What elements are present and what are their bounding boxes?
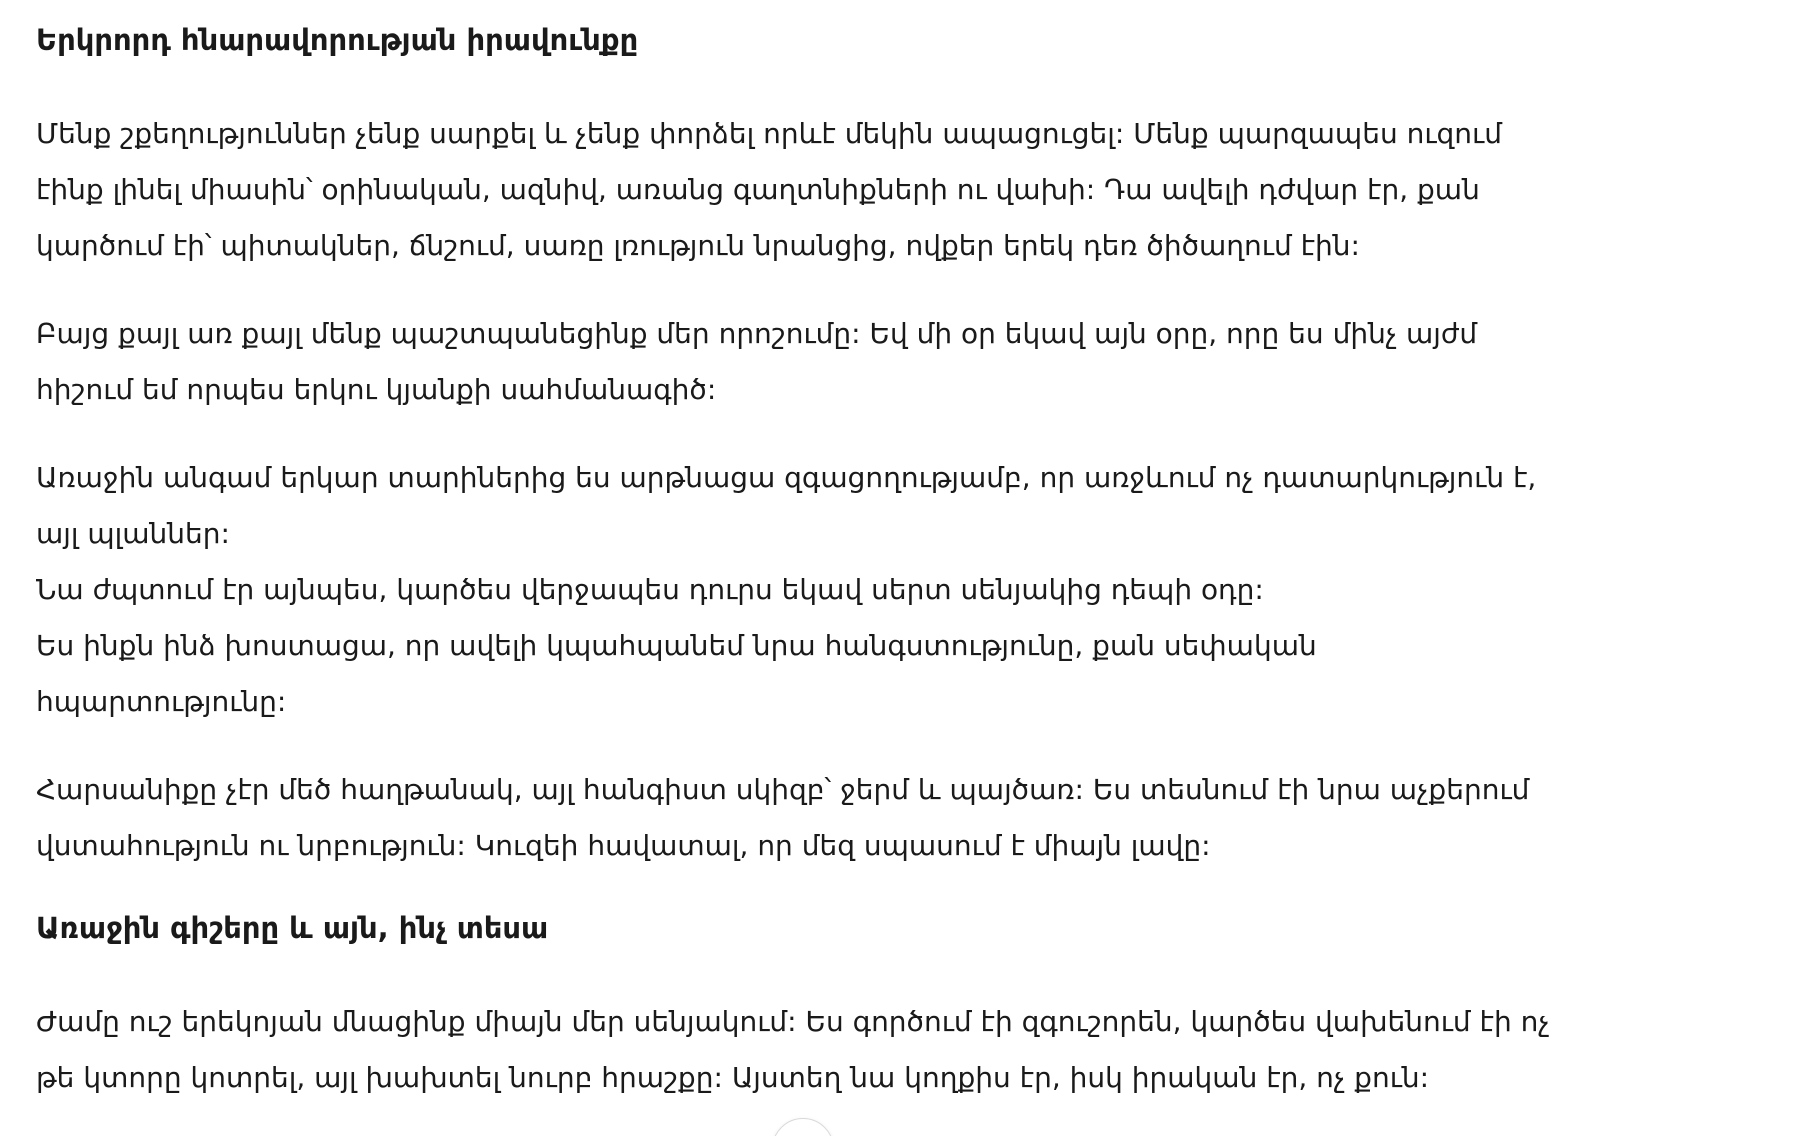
paragraph-line: հպարտությունը: bbox=[36, 685, 287, 718]
paragraph-line: վստահություն ու նրբություն: Կուզեի հավատալ, որ մեզ սպասում է միայն լավը: bbox=[36, 829, 1211, 862]
paragraph-line: այլ պլաններ: bbox=[36, 517, 230, 550]
paragraph-step-by-step bbox=[36, 306, 1636, 418]
paragraph-line: կարծում էի՝ պիտակներ, ճնշում, սառը լռություն նրանցից, ովքեր երեկ դեռ ծիծաղում էին: bbox=[36, 229, 1360, 262]
paragraph-first-time bbox=[36, 450, 1636, 730]
section-heading-first-night: Առաջին գիշերը և այն, ինչ տեսա bbox=[36, 911, 549, 945]
paragraph-wedding bbox=[36, 762, 1636, 874]
section-heading-second-chance: Երկրորդ հնարավորության իրավունքը bbox=[36, 23, 639, 57]
paragraph-line: էինք լինել միասին՝ օրինական, ազնիվ, առանց գաղտնիքների ու վախի: Դա ավելի դժվար էր, քան bbox=[36, 173, 1480, 206]
paragraph-late-evening bbox=[36, 994, 1636, 1106]
paragraph-line: Մենք շքեղություններ չենք սարքել և չենք փորձել որևէ մեկին ապացուցել: Մենք պարզապես ուզում bbox=[36, 117, 1502, 150]
paragraph-line: Հարսանիքը չէր մեծ հաղթանակ, այլ հանգիստ սկիզբ՝ ջերմ և պայծառ: Ես տեսնում էի նրա աչքերում bbox=[36, 773, 1530, 806]
paragraph-line: թե կտորը կոտրել, այլ խախտել նուրբ հրաշքը: Այստեղ նա կողքիս էր, իսկ իրական էր, ոչ քուն: bbox=[36, 1061, 1430, 1094]
paragraph-line: Ես ինքն ինձ խոստացա, որ ավելի կպահպանեմ նրա հանգստությունը, քան սեփական bbox=[36, 629, 1317, 662]
paragraph-no-war bbox=[36, 106, 1636, 274]
paragraph-line: Բայց քայլ առ քայլ մենք պաշտպանեցինք մեր որոշումը: Եվ մի օր եկավ այն օրը, որը ես մինչ այժմ bbox=[36, 317, 1478, 350]
article-body bbox=[36, 18, 1636, 1136]
paragraph-line: Նա ժպտում էր այնպես, կարծես վերջապես դուրս եկավ սերտ սենյակից դեպի օդը: bbox=[36, 573, 1264, 606]
paragraph-line: Առաջին անգամ երկար տարիներից ես արթնացա զգացողությամբ, որ առջևում ոչ դատարկություն է, bbox=[36, 461, 1537, 494]
paragraph-line: հիշում եմ որպես երկու կյանքի սահմանագիծ: bbox=[36, 373, 717, 406]
paragraph-line: Ժամը ուշ երեկոյան մնացինք միայն մեր սենյակում: Ես գործում էի զգուշորեն, կարծես վախենում էի ոչ bbox=[36, 1005, 1550, 1038]
